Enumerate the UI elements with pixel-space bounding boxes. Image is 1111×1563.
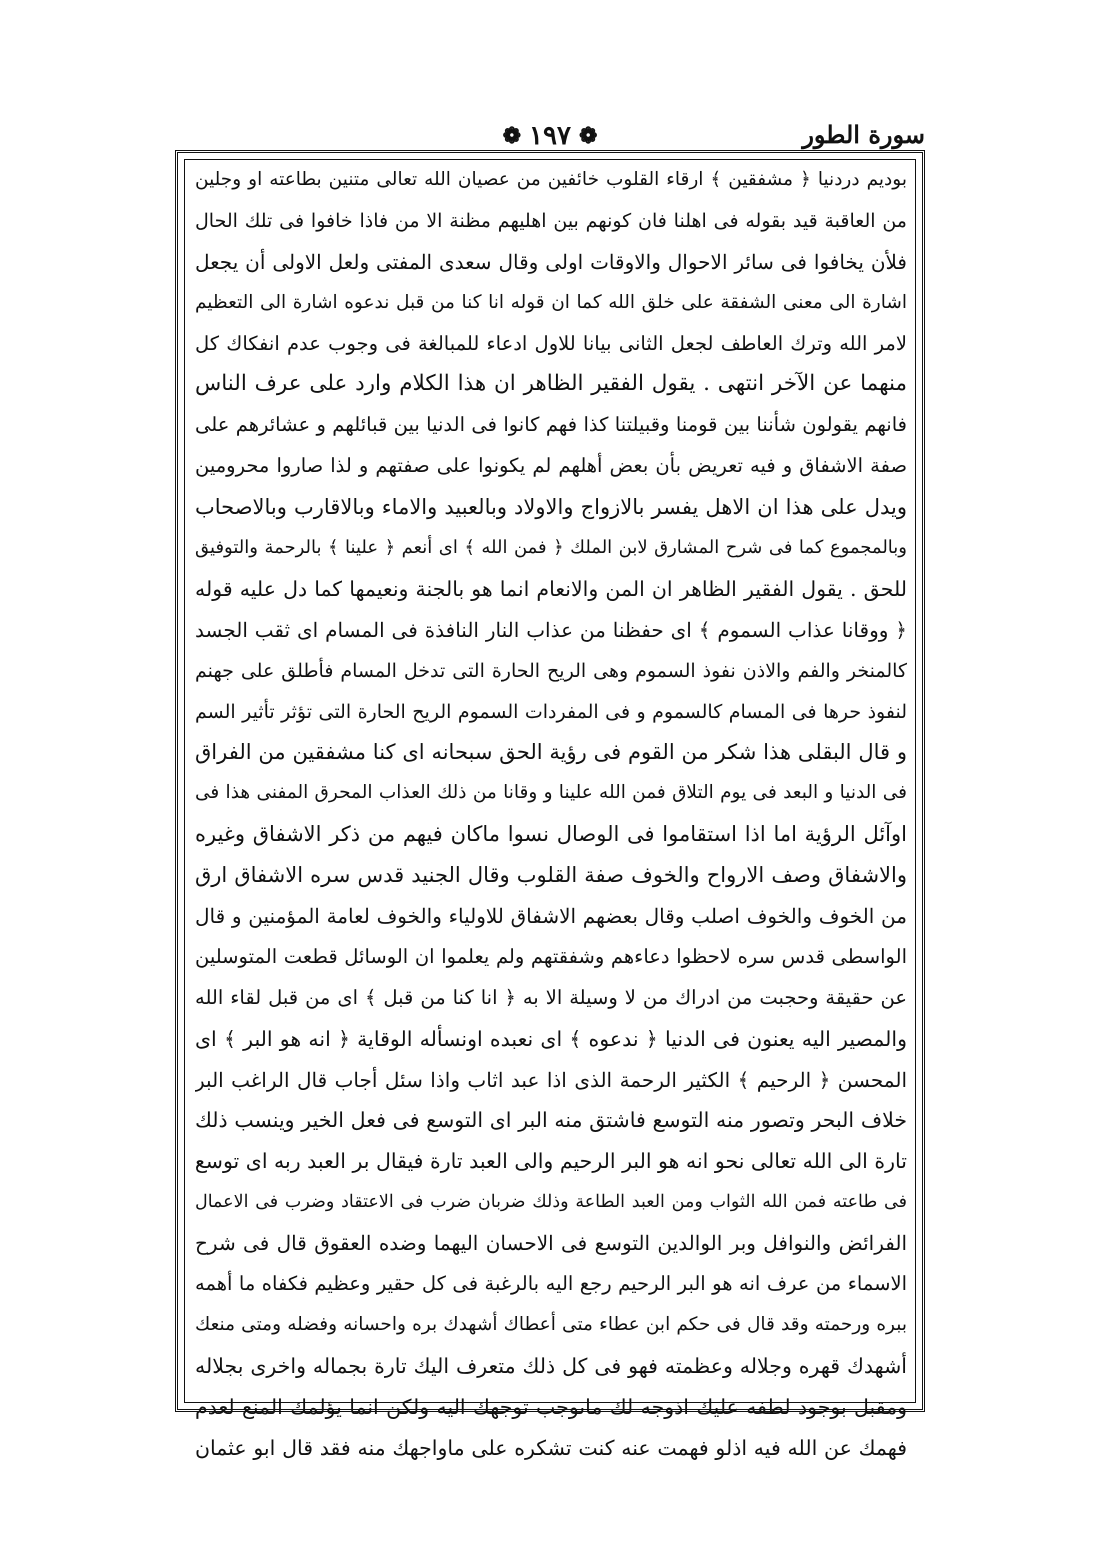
- text-line: المحسن ﴿ الرحيم ﴾ الكثير الرحمة الذى اذا عبد اثاب واذا سئل أجاب قال الراغب البر: [195, 1067, 907, 1092]
- text-line: الفرائض والنوافل وبر الوالدين التوسع فى الاحسان اليهما وضده العقوق قال فى شرح: [195, 1231, 907, 1256]
- left-ornament-icon: ❁: [502, 123, 522, 149]
- text-line: فى الدنيا و البعد فى يوم التلاق فمن الله علينا و وقانا من ذلك العذاب المحرق المفنى هذا فى: [195, 782, 907, 804]
- text-line: والمصير اليه يعنون فى الدنيا ﴿ ندعوه ﴾ اى نعبده اونسأله الوقاية ﴿ انه هو البر ﴾ اى: [195, 1026, 907, 1051]
- body-text: [195, 160, 907, 1460]
- page-header: [175, 118, 925, 154]
- text-line: عن حقيقة وحجبت من ادراك من لا وسيلة الا به ﴿ انا كنا من قبل ﴾ اى من قبل لقاء الله: [195, 985, 907, 1009]
- text-line: لامر الله وترك العاطف لجعل الثانى بيانا للاول ادعاء للمبالغة فى وجوب عدم انفكاك كل: [195, 331, 907, 355]
- text-line: ويدل على هذا ان الاهل يفسر بالازواج والاولاد وبالعبيد والاماء وبالاقارب وبالاصحاب: [195, 495, 907, 520]
- text-line: الاسماء من عرف انه هو البر الرحيم رجع اليه بالرغبة فى كل حقير وعظيم فكفاه ما أهمه: [195, 1272, 907, 1296]
- text-line: بوديم دردنيا ﴿ مشفقين ﴾ ارقاء القلوب خائفين من عصيان الله تعالى متنين بطاعته او وجلين: [195, 169, 907, 190]
- text-line: صفة الاشفاق و فيه تعريض بأن بعض أهلهم لم يكونوا على صفتهم و لذا صاروا محرومين: [195, 454, 907, 478]
- text-line: فلأن يخافوا فى سائر الاحوال والاوقات اولى وقال سعدى المفتى ولعل الاولى أن يجعل: [195, 249, 907, 274]
- text-line: ﴿ ووقانا عذاب السموم ﴾ اى حفظنا من عذاب النار النافذة فى المسام اى ثقب الجسد: [195, 617, 907, 642]
- text-line: أشهدك قهره وجلاله وعظمته فهو فى كل ذلك متعرف اليك تارة بجماله واخرى بجلاله: [195, 1353, 907, 1378]
- text-line: وبالمجموع كما فى شرح المشارق لابن الملك ﴿ فمن الله ﴾ اى أنعم ﴿ علينا ﴾ بالرحمة والتوفيق: [195, 537, 907, 559]
- text-line: من العاقبة قيد بقوله فى اهلنا فان كونهم بين اهليهم مظنة الا من فاذا خافوا فى تلك الحال: [195, 209, 907, 232]
- text-line: فانهم يقولون شأننا بين قومنا وقبيلتنا كذا فهم كانوا فى الدنيا بين قبائلهم و عشائرهم على: [195, 413, 907, 437]
- text-line: لنفوذ حرها فى المسام كالسموم و فى المفردات السموم الريح الحارة التى تؤثر تأثير السم: [195, 700, 907, 723]
- text-line: ببره ورحمته وقد قال فى حكم ابن عطاء متى أعطاك أشهدك بره واحسانه وفضله ومتى منعك: [195, 1313, 907, 1335]
- text-line: والاشفاق وصف الارواح والخوف صفة القلوب وقال الجنيد قدس سره الاشفاق ارق: [195, 863, 907, 888]
- surah-name: سورة الطور: [802, 120, 925, 149]
- text-line: كالمنخر والفم والاذن نفوذ السموم وهى الريح الحارة التى تدخل المسام فأطلق على جهنم: [195, 659, 907, 682]
- page-number: ١٩٧: [529, 121, 571, 151]
- text-line: اشارة الى معنى الشفقة على خلق الله كما ان قوله انا كنا من قبل ندعوه اشارة الى التعظيم: [195, 291, 907, 313]
- text-line: ومقبل بوجود لطفه عليك اذوجه لك ماىوجب توجهك اليه ولكن انما يؤلمك المنع لعدم: [195, 1394, 907, 1419]
- page-number-block: [455, 118, 645, 154]
- right-ornament-icon: ❁: [578, 123, 598, 149]
- text-line: من الخوف والخوف اصلب وقال بعضهم الاشفاق للاولياء والخوف لعامة المؤمنين و قال: [195, 904, 907, 929]
- text-line: منهما عن الآخر انتهى . يقول الفقير الظاهر ان هذا الكلام وارد على عرف الناس: [195, 371, 907, 397]
- text-line: فى طاعته فمن الله الثواب ومن العبد الطاعة وذلك ضربان ضرب فى الاعتقاد وضرب فى الاعمال: [195, 1192, 907, 1213]
- text-line: للحق . يقول الفقير الظاهر ان المن والانعام انما هو بالجنة ونعيمها كما دل عليه قوله: [195, 576, 907, 601]
- text-line: اوآئل الرؤية اما اذا استقاموا فى الوصال نسوا ماكان فيهم من ذكر الاشفاق وغيره: [195, 822, 907, 847]
- text-line: تارة الى الله تعالى نحو انه هو البر الرحيم والى العبد تارة فيقال بر العبد ربه اى توسع: [195, 1149, 907, 1174]
- text-line: فهمك عن الله فيه اذلو فهمت عنه كنت تشكره على ماواجهك منه فقد قال ابو عثمان: [195, 1435, 907, 1460]
- text-line: و قال البقلى هذا شكر من القوم فى رؤية الحق سبحانه اى كنا مشفقين من الفراق: [195, 740, 907, 765]
- text-line: خلاف البحر وتصور منه التوسع فاشتق منه البر اى التوسع فى فعل الخير وينسب ذلك: [195, 1108, 907, 1133]
- text-line: الواسطى قدس سره لاحظوا دعاءهم وشفقتهم ولم يعلموا ان الوسائل قطعت المتوسلين: [195, 944, 907, 968]
